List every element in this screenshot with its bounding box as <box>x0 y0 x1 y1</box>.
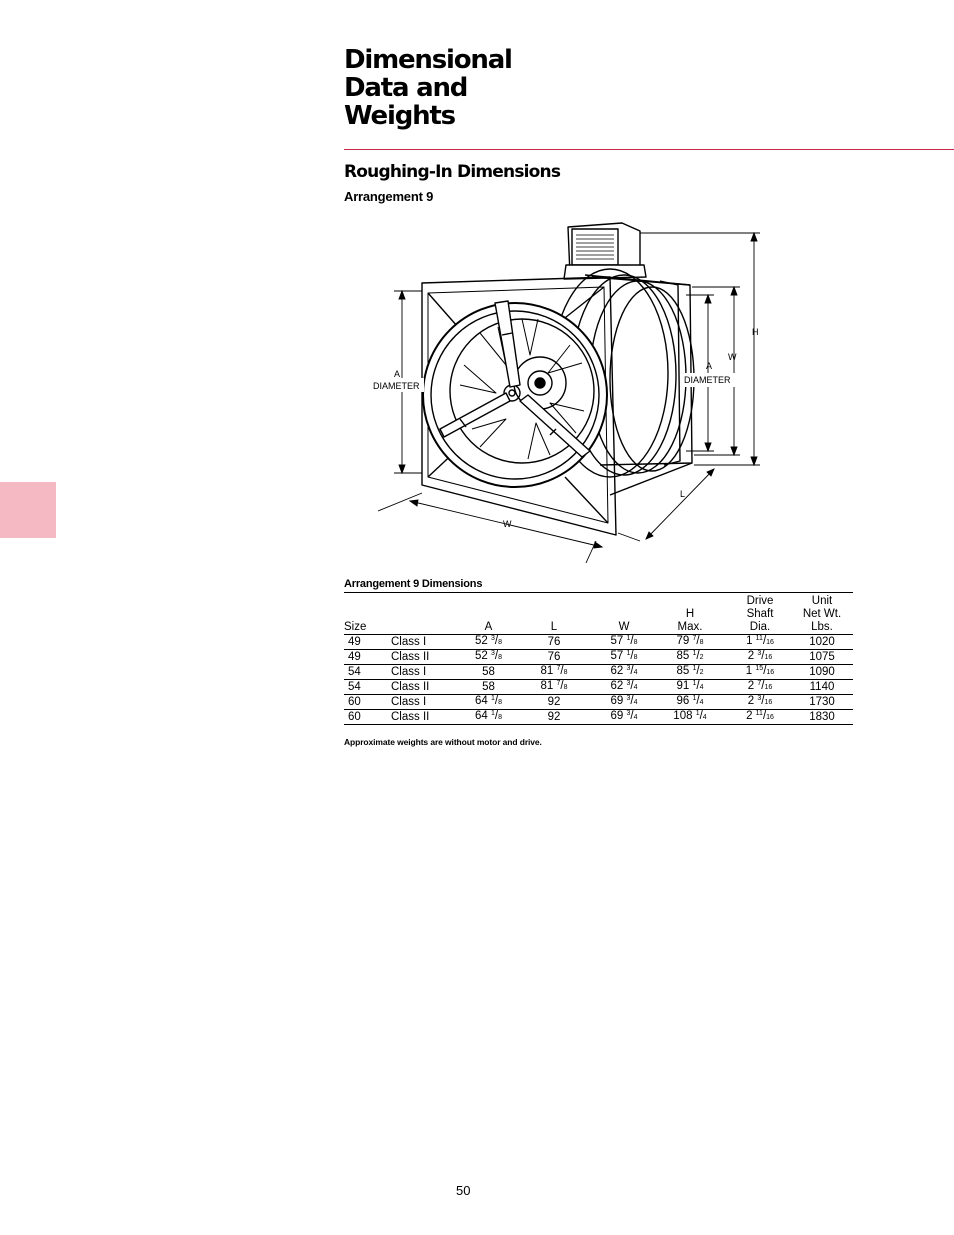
header-size: Size <box>344 592 389 635</box>
cell-w: 62 $^3$/4 <box>597 665 651 680</box>
table-row <box>344 680 853 695</box>
cell-h: 85 $^1$/2 <box>651 650 729 665</box>
cell-size: 60 <box>344 710 389 725</box>
cell-weight: 1090 <box>791 665 853 680</box>
section-tab-marker <box>0 482 56 538</box>
cell-size: 54 <box>344 680 389 695</box>
cell-shaft: 2 $^3$/16 <box>729 695 791 710</box>
cell-weight: 1075 <box>791 650 853 665</box>
cell-a: 52 $^3$/8 <box>466 650 511 665</box>
cell-weight: 1830 <box>791 710 853 725</box>
a-diameter-right-label-text: DIAMETER <box>684 375 731 385</box>
table-row <box>344 695 853 710</box>
cell-weight: 1730 <box>791 695 853 710</box>
cell-size: 49 <box>344 650 389 665</box>
cell-class: Class II <box>389 710 466 725</box>
header-l: L <box>511 592 597 635</box>
page-title <box>344 46 704 130</box>
cell-a: 58 <box>466 665 511 680</box>
header-unit-net-weight: Unit Net Wt. Lbs. <box>791 592 853 635</box>
cell-class: Class I <box>389 635 466 650</box>
header-a: A <box>466 592 511 635</box>
cell-h: 96 $^1$/4 <box>651 695 729 710</box>
cell-a: 52 $^3$/8 <box>466 635 511 650</box>
cell-class: Class I <box>389 665 466 680</box>
l-dimension-label: L <box>680 489 686 499</box>
table-row <box>344 650 853 665</box>
cell-shaft: 1 $^{15}$/16 <box>729 665 791 680</box>
cell-w: 69 $^3$/4 <box>597 710 651 725</box>
w-dimension-bottom-label: W <box>503 519 512 529</box>
cell-l: 92 <box>511 710 597 725</box>
fan-arrangement-diagram <box>360 215 780 570</box>
section-title: Roughing-In Dimensions <box>344 162 561 182</box>
table-row <box>344 635 853 650</box>
cell-shaft: 2 $^{11}$/16 <box>729 710 791 725</box>
cell-size: 49 <box>344 635 389 650</box>
header-w: W <box>597 592 651 635</box>
cell-h: 85 $^1$/2 <box>651 665 729 680</box>
table-row <box>344 710 853 725</box>
cell-w: 62 $^3$/4 <box>597 680 651 695</box>
cell-l: 81 $^7$/8 <box>511 680 597 695</box>
cell-w: 57 $^1$/8 <box>597 650 651 665</box>
cell-w: 69 $^3$/4 <box>597 695 651 710</box>
a-diameter-left-label-text: DIAMETER <box>373 381 420 391</box>
fan-drawing <box>360 215 780 570</box>
cell-class: Class II <box>389 680 466 695</box>
cell-a: 64 $^1$/8 <box>466 695 511 710</box>
cell-shaft: 2 $^3$/16 <box>729 650 791 665</box>
cell-weight: 1140 <box>791 680 853 695</box>
footnote: Approximate weights are without motor and drive. <box>344 737 542 747</box>
cell-l: 92 <box>511 695 597 710</box>
table-header-row <box>344 592 853 635</box>
page-title-line-2: Data and <box>344 73 468 103</box>
page-number: 50 <box>456 1183 471 1198</box>
cell-class: Class II <box>389 650 466 665</box>
cell-w: 57 $^1$/8 <box>597 635 651 650</box>
cell-weight: 1020 <box>791 635 853 650</box>
cell-a: 64 $^1$/8 <box>466 710 511 725</box>
cell-l: 76 <box>511 635 597 650</box>
cell-shaft: 2 $^7$/16 <box>729 680 791 695</box>
cell-h: 108 $^1$/4 <box>651 710 729 725</box>
cell-h: 79 $^7$/8 <box>651 635 729 650</box>
dimensions-table <box>344 592 853 725</box>
page-title-line-3: Weights <box>344 101 455 131</box>
page-title-line-1: Dimensional <box>344 45 512 75</box>
table-title: Arrangement 9 Dimensions <box>344 578 483 590</box>
title-divider <box>344 149 954 150</box>
cell-h: 91 $^1$/4 <box>651 680 729 695</box>
cell-l: 81 $^7$/8 <box>511 665 597 680</box>
cell-class: Class I <box>389 695 466 710</box>
cell-size: 60 <box>344 695 389 710</box>
cell-shaft: 1 $^{11}$/16 <box>729 635 791 650</box>
w-dimension-right-label: W <box>728 352 737 362</box>
header-h-max: H Max. <box>651 592 729 635</box>
subsection-title: Arrangement 9 <box>344 189 434 204</box>
cell-a: 58 <box>466 680 511 695</box>
h-dimension-label: H <box>752 327 759 337</box>
header-class <box>389 592 466 635</box>
header-drive-shaft-dia: Drive Shaft Dia. <box>729 592 791 635</box>
cell-l: 76 <box>511 650 597 665</box>
a-diameter-left-label: A <box>394 369 401 379</box>
cell-size: 54 <box>344 665 389 680</box>
table-row <box>344 665 853 680</box>
a-diameter-right-label: A <box>706 361 713 371</box>
